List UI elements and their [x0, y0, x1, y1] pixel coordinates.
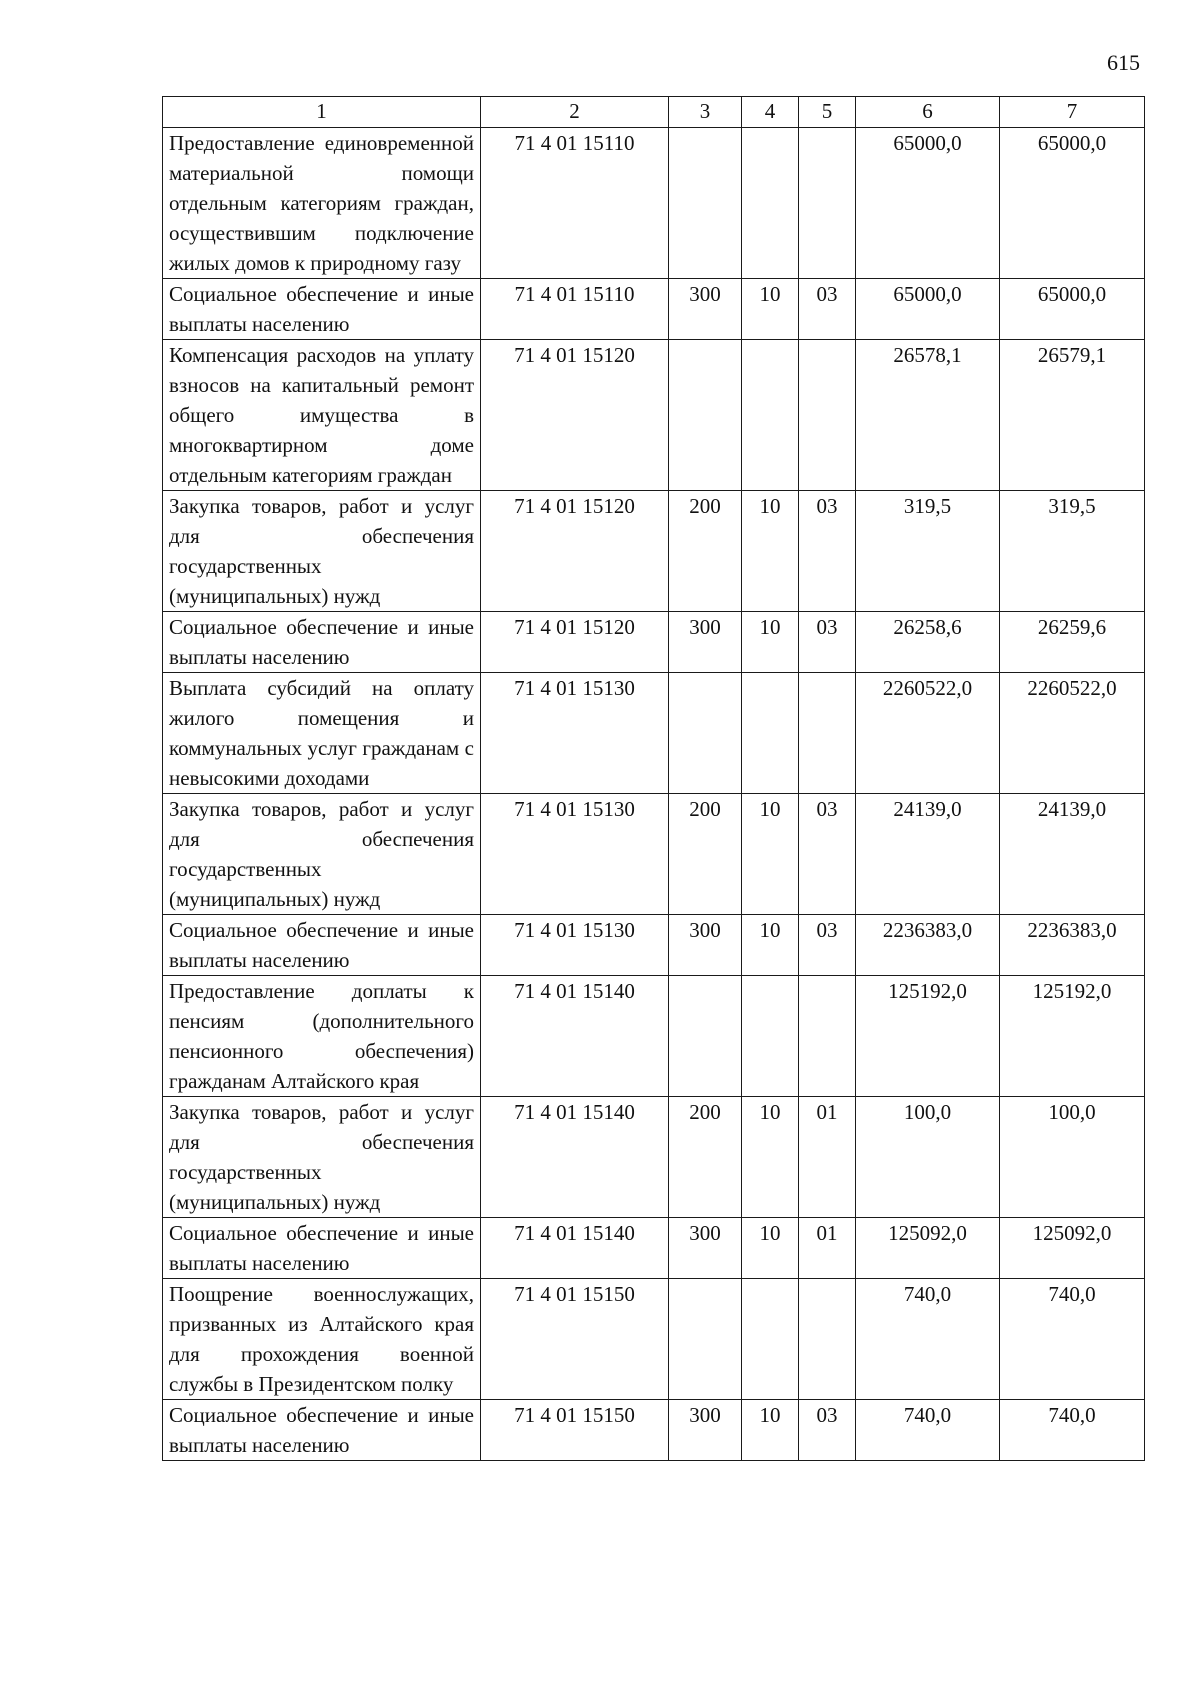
row-col7-cell: 2236383,0 [1000, 915, 1145, 976]
row-col4-cell: 10 [742, 1097, 799, 1218]
table-row [163, 1097, 1145, 1218]
row-col7-cell: 125092,0 [1000, 1218, 1145, 1279]
table-row [163, 1400, 1145, 1461]
row-col7-cell: 319,5 [1000, 491, 1145, 612]
row-col6-cell: 740,0 [856, 1400, 1000, 1461]
row-col7-cell: 26259,6 [1000, 612, 1145, 673]
column-header: 1 [163, 97, 481, 128]
row-code-cell: 71 4 01 15130 [481, 673, 669, 794]
row-col3-cell [669, 340, 742, 491]
row-col7-cell: 100,0 [1000, 1097, 1145, 1218]
row-col3-cell: 300 [669, 1400, 742, 1461]
row-col6-cell: 26258,6 [856, 612, 1000, 673]
row-col4-cell [742, 673, 799, 794]
row-col6-cell: 24139,0 [856, 794, 1000, 915]
row-col7-cell: 65000,0 [1000, 279, 1145, 340]
row-col4-cell [742, 976, 799, 1097]
row-col4-cell [742, 1279, 799, 1400]
table-row [163, 128, 1145, 279]
row-col4-cell: 10 [742, 915, 799, 976]
row-col6-cell: 125192,0 [856, 976, 1000, 1097]
row-col5-cell: 03 [799, 915, 856, 976]
row-name-cell: Поощрение военнослужащих, призванных из Алтайского края для прохождения военной службы в Президентском полку [163, 1279, 481, 1400]
row-name-cell: Социальное обеспечение и иные выплаты населению [163, 279, 481, 340]
row-col3-cell: 300 [669, 279, 742, 340]
page-number: 615 [1107, 50, 1140, 75]
row-col6-cell: 740,0 [856, 1279, 1000, 1400]
column-header: 3 [669, 97, 742, 128]
row-col5-cell: 03 [799, 612, 856, 673]
column-header: 2 [481, 97, 669, 128]
row-name-cell: Социальное обеспечение и иные выплаты населению [163, 612, 481, 673]
row-col6-cell: 100,0 [856, 1097, 1000, 1218]
header-row [163, 97, 1145, 128]
row-col4-cell: 10 [742, 491, 799, 612]
row-code-cell: 71 4 01 15150 [481, 1279, 669, 1400]
row-col4-cell: 10 [742, 612, 799, 673]
row-col6-cell: 125092,0 [856, 1218, 1000, 1279]
row-col3-cell [669, 128, 742, 279]
row-code-cell: 71 4 01 15120 [481, 491, 669, 612]
row-name-cell: Предоставление доплаты к пенсиям (дополнительного пенсионного обеспечения) гражданам Алтайского края [163, 976, 481, 1097]
row-code-cell: 71 4 01 15110 [481, 279, 669, 340]
row-col5-cell [799, 673, 856, 794]
row-name-cell: Закупка товаров, работ и услуг для обеспечения государственных (муниципальных) нужд [163, 1097, 481, 1218]
row-name-cell: Социальное обеспечение и иные выплаты населению [163, 915, 481, 976]
table-row [163, 279, 1145, 340]
row-col3-cell: 200 [669, 794, 742, 915]
row-col3-cell: 300 [669, 1218, 742, 1279]
row-col4-cell [742, 340, 799, 491]
row-name-cell: Социальное обеспечение и иные выплаты населению [163, 1400, 481, 1461]
row-col7-cell: 26579,1 [1000, 340, 1145, 491]
row-col6-cell: 65000,0 [856, 279, 1000, 340]
row-col6-cell: 2260522,0 [856, 673, 1000, 794]
row-col6-cell: 65000,0 [856, 128, 1000, 279]
row-code-cell: 71 4 01 15150 [481, 1400, 669, 1461]
row-code-cell: 71 4 01 15120 [481, 612, 669, 673]
row-col7-cell: 65000,0 [1000, 128, 1145, 279]
table-row [163, 794, 1145, 915]
row-code-cell: 71 4 01 15140 [481, 1218, 669, 1279]
row-col3-cell [669, 673, 742, 794]
row-col7-cell: 740,0 [1000, 1400, 1145, 1461]
row-name-cell: Компенсация расходов на уплату взносов на капитальный ремонт общего имущества в многоквартирном доме отдельным категориям граждан [163, 340, 481, 491]
row-code-cell: 71 4 01 15130 [481, 915, 669, 976]
column-header: 4 [742, 97, 799, 128]
row-code-cell: 71 4 01 15120 [481, 340, 669, 491]
row-name-cell: Выплата субсидий на оплату жилого помещения и коммунальных услуг гражданам с невысокими доходами [163, 673, 481, 794]
table-row [163, 1279, 1145, 1400]
column-header: 6 [856, 97, 1000, 128]
row-col5-cell: 03 [799, 491, 856, 612]
table-row [163, 612, 1145, 673]
row-col5-cell [799, 128, 856, 279]
row-col5-cell: 03 [799, 279, 856, 340]
table-row [163, 340, 1145, 491]
table-row [163, 1218, 1145, 1279]
column-header: 7 [1000, 97, 1145, 128]
row-col5-cell [799, 976, 856, 1097]
row-col5-cell: 01 [799, 1218, 856, 1279]
table-row [163, 915, 1145, 976]
row-col5-cell: 03 [799, 1400, 856, 1461]
row-col4-cell: 10 [742, 1218, 799, 1279]
row-col4-cell [742, 128, 799, 279]
row-col7-cell: 2260522,0 [1000, 673, 1145, 794]
row-code-cell: 71 4 01 15130 [481, 794, 669, 915]
row-code-cell: 71 4 01 15140 [481, 1097, 669, 1218]
row-col6-cell: 2236383,0 [856, 915, 1000, 976]
row-col4-cell: 10 [742, 794, 799, 915]
row-col5-cell [799, 340, 856, 491]
column-header: 5 [799, 97, 856, 128]
row-col6-cell: 26578,1 [856, 340, 1000, 491]
row-col5-cell: 01 [799, 1097, 856, 1218]
row-col4-cell: 10 [742, 279, 799, 340]
row-col6-cell: 319,5 [856, 491, 1000, 612]
row-col3-cell: 300 [669, 915, 742, 976]
row-code-cell: 71 4 01 15140 [481, 976, 669, 1097]
row-col3-cell [669, 1279, 742, 1400]
table-row [163, 673, 1145, 794]
row-col3-cell [669, 976, 742, 1097]
table-row [163, 491, 1145, 612]
row-name-cell: Предоставление единовременной материальной помощи отдельным категориям граждан, осуществившим подключение жилых домов к природному газу [163, 128, 481, 279]
budget-table [162, 96, 1145, 1461]
row-col5-cell: 03 [799, 794, 856, 915]
row-col3-cell: 300 [669, 612, 742, 673]
table-row [163, 976, 1145, 1097]
row-name-cell: Социальное обеспечение и иные выплаты населению [163, 1218, 481, 1279]
row-col7-cell: 24139,0 [1000, 794, 1145, 915]
row-col4-cell: 10 [742, 1400, 799, 1461]
row-col3-cell: 200 [669, 491, 742, 612]
row-col7-cell: 125192,0 [1000, 976, 1145, 1097]
row-col5-cell [799, 1279, 856, 1400]
row-col7-cell: 740,0 [1000, 1279, 1145, 1400]
row-code-cell: 71 4 01 15110 [481, 128, 669, 279]
row-name-cell: Закупка товаров, работ и услуг для обеспечения государственных (муниципальных) нужд [163, 491, 481, 612]
row-col3-cell: 200 [669, 1097, 742, 1218]
row-name-cell: Закупка товаров, работ и услуг для обеспечения государственных (муниципальных) нужд [163, 794, 481, 915]
